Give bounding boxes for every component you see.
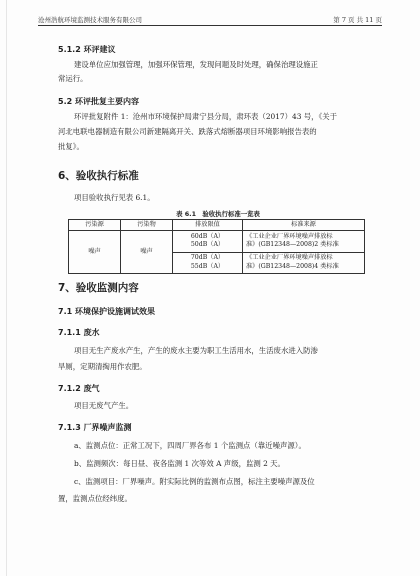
s52-line3: 批复》。: [58, 142, 84, 151]
col-header: 标准来源: [243, 220, 365, 231]
s712-line1: 项目无废气产生。: [74, 401, 134, 410]
standard-line: 《工业企业厂界环境噪声排放标: [246, 232, 333, 240]
header-company: 沧州浩航环境监测技术服务有限公司: [38, 16, 142, 24]
limit-night-4: 55dB（A）: [190, 262, 225, 270]
heading-6: 6、验收执行标准: [58, 170, 139, 182]
heading-5-1-2: 5.1.2 环评建议: [58, 45, 116, 54]
heading-7: 7、验收监测内容: [58, 282, 139, 294]
heading-7-1: 7.1 环境保护设施调试效果: [58, 307, 155, 316]
col-header: 污染物: [121, 220, 173, 231]
scan-edge: [6, 0, 7, 576]
page-header: [38, 10, 382, 26]
standard-line: 准》(GB12348—2008)2 类标准: [246, 241, 339, 249]
standards-table: [68, 219, 365, 274]
s711-line2: 旱厕，定期清掏用作农肥。: [58, 362, 147, 371]
table-caption: 表 6.1 验收执行标准一览表: [176, 210, 260, 218]
limit-night-2: 50dB（A）: [190, 241, 225, 249]
standard-line: 准》(GB12348—2008)4 类标准: [246, 262, 339, 270]
standard-line: 《工业企业厂界环境噪声排放标: [246, 254, 333, 262]
s512-line1: 建设单位应加强管理，加强环保管理，发现问题及时处理，确保治理设施正: [74, 60, 318, 69]
cell-standard: [243, 252, 365, 274]
limit-day-2: 60dB（A）: [190, 232, 225, 240]
s713-item-a: a、监测点位：正常工况下，四周厂界各布 1 个监测点（靠近噪声源）。: [74, 441, 306, 450]
limit-day-4: 70dB（A）: [190, 254, 225, 262]
s713-item-c-line1: c、监测项目：厂界噪声。附实际比例的监测布点图，标注主要噪声源及位: [74, 477, 315, 486]
cell-pollutant: 噪声: [121, 231, 173, 274]
header-page-number: 第 7 页 共 11 页: [333, 16, 382, 24]
cell-standard: [243, 231, 365, 253]
s713-item-b: b、监测频次：每日昼、夜各监测 1 次等效 A 声级，监测 2 天。: [74, 459, 285, 468]
s711-line1: 项目无生产废水产生，产生的废水主要为职工生活用水，生活废水进入防渗: [74, 346, 318, 355]
heading-5-2: 5.2 环评批复主要内容: [58, 97, 139, 106]
col-header: 排放限值: [173, 220, 243, 231]
table-header-row: [69, 220, 365, 231]
cell-limit: [173, 252, 243, 274]
cell-source: 噪声: [69, 231, 121, 274]
heading-7-1-1: 7.1.1 废水: [58, 328, 100, 337]
s52-line1: 环评批复附件 1：沧州市环境保护局肃宁县分局，肃环表（2017）43 号，《关于: [74, 112, 338, 121]
s52-line2: 河北电联电器制造有限公司新建隔离开关、跌落式熔断器项目环境影响报告表的: [58, 127, 317, 136]
cell-limit: [173, 231, 243, 253]
s6-intro: 项目验收执行见表 6.1。: [74, 193, 155, 202]
heading-7-1-3: 7.1.3 厂界噪声监测: [58, 423, 132, 432]
table-row: [69, 231, 365, 253]
heading-7-1-2: 7.1.2 废气: [58, 384, 100, 393]
s512-line2: 常运行。: [58, 74, 88, 83]
s713-item-c-line2: 置，监测点位经纬度。: [58, 494, 132, 503]
col-header: 污染源: [69, 220, 121, 231]
